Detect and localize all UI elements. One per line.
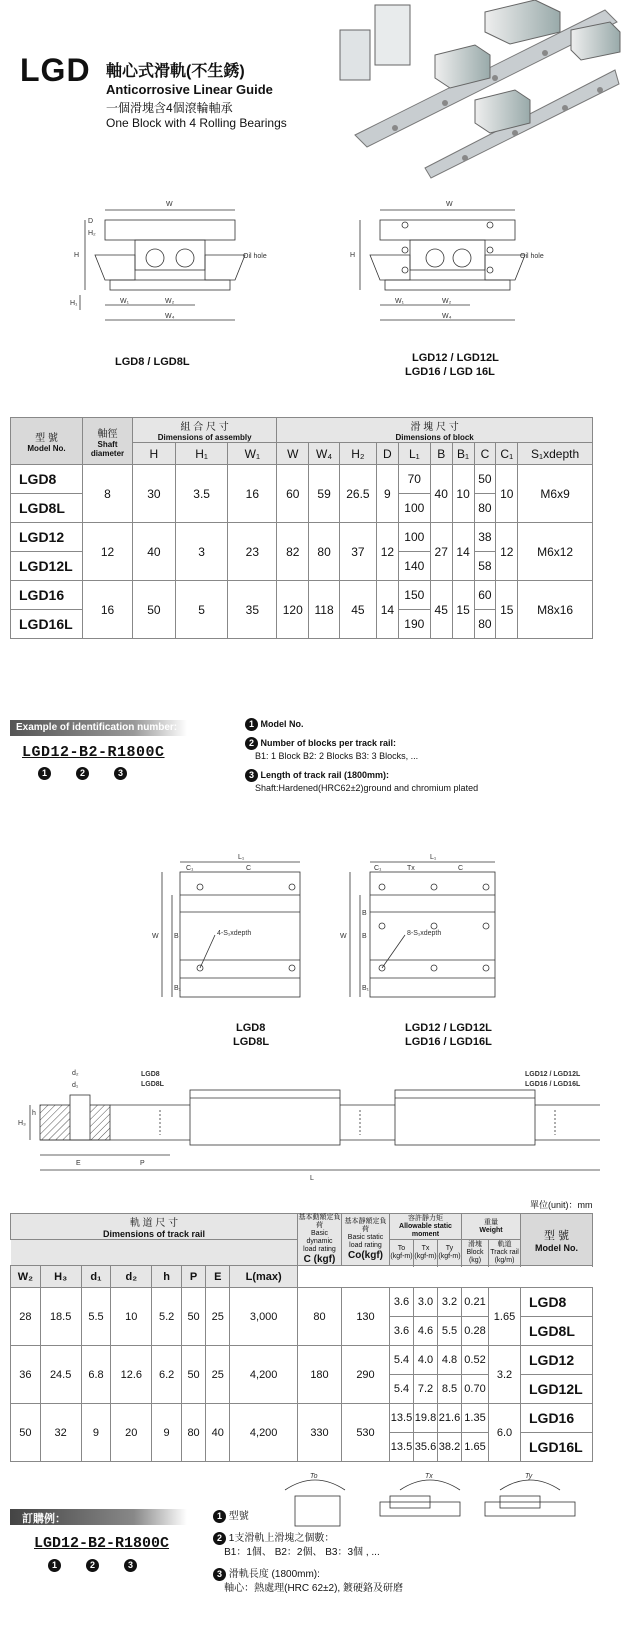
svg-text:W₁: W₁	[395, 298, 404, 305]
cell: 25	[206, 1346, 230, 1404]
table-row	[11, 523, 593, 552]
cell: 5.4	[390, 1346, 414, 1375]
cell: 9	[81, 1404, 111, 1462]
table-row	[11, 1404, 593, 1433]
cell: 20	[111, 1404, 152, 1462]
cell: 60	[474, 581, 496, 610]
svg-text:P: P	[140, 1160, 145, 1167]
cell: M6x9	[518, 465, 593, 523]
model-cell: LGD8	[11, 465, 83, 494]
hdr-moment: 容許靜力矩 Allowable static moment	[390, 1214, 462, 1240]
cell: 130	[342, 1288, 390, 1346]
hdr-To: To (kgf-m)	[390, 1240, 414, 1266]
cell: 12	[376, 523, 398, 581]
model-cell: LGD12L	[11, 552, 83, 581]
svg-text:L: L	[310, 1175, 314, 1182]
title-cn: 軸心式滑軌(不生銹)	[106, 63, 245, 80]
cell: 0.21	[462, 1288, 489, 1317]
cell: 3	[175, 523, 228, 581]
cell: 45	[339, 581, 376, 639]
svg-text:LGD8: LGD8	[141, 1071, 160, 1078]
rail-dimensions-table	[10, 1213, 593, 1462]
cell: 1.35	[462, 1404, 489, 1433]
svg-text:B: B	[362, 933, 367, 940]
svg-text:W₂: W₂	[165, 298, 175, 305]
cell: 8	[83, 465, 133, 523]
cell: 70	[398, 465, 430, 494]
cell: 9	[152, 1404, 182, 1462]
svg-text:LGD16 / LGD16L: LGD16 / LGD16L	[525, 1081, 581, 1088]
col-header: L₁	[398, 443, 430, 465]
top-view-drawings	[150, 854, 530, 1010]
hdr-static: 基本靜額定負荷 Basic static load rating Co(kgf)	[342, 1214, 390, 1266]
cell: 58	[474, 552, 496, 581]
svg-text:h: h	[32, 1110, 36, 1117]
svg-text:W: W	[166, 201, 173, 208]
cell: 13.5	[390, 1404, 414, 1433]
table-row	[11, 465, 593, 494]
cell: 6.8	[81, 1346, 111, 1404]
cell: 4,200	[230, 1346, 298, 1404]
hdr-block: 滑 塊 尺 寸 Dimensions of block	[277, 418, 593, 443]
hdr-shaft: 軸徑 Shaft diameter	[83, 418, 133, 465]
cell: 30	[133, 465, 176, 523]
example-numbers-cn: 1 2 3	[48, 1555, 162, 1573]
cell: 14	[452, 523, 474, 581]
example-notes-cn: 1 型號 2 1支滑軌上滑塊之個數： B1：1個、 B2：2個、 B3：3個 , ... 3 滑軌長度 (1800mm): 軸心：熱處理(HRC 62±2), 鍍硬鉻及研磨	[213, 1510, 403, 1604]
svg-text:W: W	[152, 933, 159, 940]
cell: M6x12	[518, 523, 593, 581]
front-right-caption-1: LGD12 / LGD12L	[412, 352, 499, 364]
cell: 4,200	[230, 1404, 298, 1462]
cell: 5.4	[390, 1375, 414, 1404]
cell: 19.8	[414, 1404, 438, 1433]
svg-text:B: B	[362, 910, 367, 917]
hdr-wblock: 滑塊 Block (kg)	[462, 1240, 489, 1266]
col-header: H₃	[40, 1266, 81, 1288]
cell: 45	[430, 581, 452, 639]
cell: 10	[496, 465, 518, 523]
svg-text:W: W	[446, 201, 453, 208]
cell: 5	[175, 581, 228, 639]
cell: 7.2	[414, 1375, 438, 1404]
svg-text:W₁: W₁	[120, 298, 129, 305]
cell: 0.70	[462, 1375, 489, 1404]
svg-text:d₁: d₁	[72, 1082, 79, 1089]
svg-text:B: B	[174, 933, 179, 940]
unit-label: 單位(unit)：mm	[530, 1200, 593, 1210]
model-cell: LGD16	[11, 581, 83, 610]
cell: 10	[452, 465, 474, 523]
top-right-caption-2: LGD16 / LGD16L	[405, 1036, 492, 1048]
front-view-drawings	[50, 195, 610, 335]
cell: 16	[83, 581, 133, 639]
cell: 180	[298, 1346, 342, 1404]
cell: 100	[398, 494, 430, 523]
cell: 38	[474, 523, 496, 552]
cell: 80	[298, 1288, 342, 1346]
cell: 12	[83, 523, 133, 581]
cell: 4.6	[414, 1317, 438, 1346]
hdr-assembly: 組 合 尺 寸 Dimensions of assembly	[133, 418, 277, 443]
cell: 3.2	[489, 1346, 521, 1404]
side-view-drawing	[10, 1065, 610, 1190]
cell: 36	[11, 1346, 41, 1404]
cell: 28	[11, 1288, 41, 1346]
svg-text:C₁: C₁	[374, 865, 382, 872]
model-cell: LGD12L	[521, 1375, 593, 1404]
example-code-cn: LGD12-B2-R1800C	[34, 1535, 170, 1552]
cell: 3.6	[390, 1317, 414, 1346]
hdr-Ty: Ty (kgf-m)	[438, 1240, 462, 1266]
model-cell: LGD16	[521, 1404, 593, 1433]
cell: 140	[398, 552, 430, 581]
model-cell: LGD12	[11, 523, 83, 552]
cell: 38.2	[438, 1433, 462, 1462]
col-header: P	[181, 1266, 205, 1288]
cell: 6.2	[152, 1346, 182, 1404]
cell: 18.5	[40, 1288, 81, 1346]
cell: 60	[277, 465, 309, 523]
cell: 3.0	[414, 1288, 438, 1317]
table-row	[11, 1346, 593, 1375]
cell: 35	[228, 581, 277, 639]
cell: 80	[181, 1404, 205, 1462]
cell: 6.0	[489, 1404, 521, 1462]
cell: 9	[376, 465, 398, 523]
svg-text:W: W	[340, 933, 347, 940]
svg-text:H: H	[74, 252, 80, 259]
cell: 40	[430, 465, 452, 523]
cell: 80	[474, 494, 496, 523]
col-header: W₂	[11, 1266, 41, 1288]
model-cell: LGD16L	[521, 1433, 593, 1462]
hdr-model: 型 號 Model No.	[11, 418, 83, 465]
col-header: h	[152, 1266, 182, 1288]
table-row	[11, 1288, 593, 1317]
cell: 23	[228, 523, 277, 581]
col-header: B	[430, 443, 452, 465]
col-header-row	[11, 1266, 593, 1288]
col-header: H₁	[175, 443, 228, 465]
cell: 190	[398, 610, 430, 639]
col-header: d₁	[81, 1266, 111, 1288]
product-photo	[335, 0, 620, 175]
svg-text:8-S₁xdepth: 8-S₁xdepth	[407, 930, 442, 937]
cell: 50	[133, 581, 176, 639]
cell: 3.5	[175, 465, 228, 523]
col-header: C	[474, 443, 496, 465]
example-code-en: LGD12-B2-R1800C	[22, 744, 165, 761]
svg-text:Oil hole: Oil hole	[520, 253, 544, 260]
front-right-caption-2: LGD16 / LGD 16L	[405, 366, 495, 378]
cell: 12.6	[111, 1346, 152, 1404]
cell: 5.5	[438, 1317, 462, 1346]
cell: 1.65	[489, 1288, 521, 1346]
hdr-Tx: Tx (kgf-m)	[414, 1240, 438, 1266]
top-left-caption-2: LGD8L	[233, 1036, 270, 1048]
top-left-caption-1: LGD8	[236, 1022, 266, 1034]
cell: 80	[474, 610, 496, 639]
cell: 40	[206, 1404, 230, 1462]
cell: 59	[309, 465, 340, 523]
hdr-rail: 軌 道 尺 寸 Dimensions of track rail	[11, 1214, 298, 1240]
cell: M8x16	[518, 581, 593, 639]
model-cell: LGD16L	[11, 610, 83, 639]
cell: 50	[181, 1288, 205, 1346]
cell: 15	[452, 581, 474, 639]
svg-text:Oil hole: Oil hole	[243, 253, 267, 260]
svg-text:B₁: B₁	[362, 985, 370, 992]
cell: 16	[228, 465, 277, 523]
hdr-model2: 型 號 Model No.	[521, 1214, 593, 1266]
model-cell: LGD8L	[11, 494, 83, 523]
col-header: D	[376, 443, 398, 465]
cell: 80	[309, 523, 340, 581]
cell: 5.5	[81, 1288, 111, 1346]
cell: 25	[206, 1288, 230, 1346]
cell: 150	[398, 581, 430, 610]
subtitle-cn: 一個滑塊含4個滾輪軸承	[106, 101, 233, 115]
cell: 15	[496, 581, 518, 639]
svg-text:L₁: L₁	[238, 854, 245, 861]
cell: 14	[376, 581, 398, 639]
col-header: E	[206, 1266, 230, 1288]
cell: 0.52	[462, 1346, 489, 1375]
subtitle-en: One Block with 4 Rolling Bearings	[106, 116, 287, 130]
cell: 10	[111, 1288, 152, 1346]
example-bar-en: Example of identification number:	[10, 720, 187, 736]
col-header: d₂	[111, 1266, 152, 1288]
cell: 4.0	[414, 1346, 438, 1375]
cell: 330	[298, 1404, 342, 1462]
cell: 530	[342, 1404, 390, 1462]
svg-text:H₃: H₃	[18, 1120, 26, 1127]
cell: 5.2	[152, 1288, 182, 1346]
svg-text:LGD8L: LGD8L	[141, 1081, 164, 1088]
cell: 21.6	[438, 1404, 462, 1433]
example-notes-en: 1 Model No. 2 Number of blocks per track rail: B1: 1 Block B2: 2 Blocks B3: 3 Blocks, ... 3 Length of track rail (1800mm): Shaft:Hardened(HRC62±2)ground and chromium plated	[245, 718, 478, 801]
svg-text:W₂: W₂	[442, 298, 452, 305]
col-header: H	[133, 443, 176, 465]
model-cell: LGD8L	[521, 1317, 593, 1346]
cell: 4.8	[438, 1346, 462, 1375]
col-header: S₁xdepth	[518, 443, 593, 465]
title-en: Anticorrosive Linear Guide	[106, 82, 273, 97]
cell: 27	[430, 523, 452, 581]
svg-text:D: D	[88, 218, 94, 225]
hdr-weight: 重量 Weight	[462, 1214, 521, 1240]
cell: 37	[339, 523, 376, 581]
block-dimensions-table	[10, 417, 593, 639]
top-right-caption-1: LGD12 / LGD12L	[405, 1022, 492, 1034]
cell: 24.5	[40, 1346, 81, 1404]
col-header: W₁	[228, 443, 277, 465]
cell: 12	[496, 523, 518, 581]
col-header: W₄	[309, 443, 340, 465]
svg-text:H₁: H₁	[70, 300, 78, 307]
svg-text:B₁: B₁	[174, 985, 182, 992]
example-numbers-en: 1 2 3	[38, 763, 152, 781]
cell: 50	[181, 1346, 205, 1404]
hdr-wrail: 軌道 Track rail (kg/m)	[490, 1240, 519, 1264]
svg-text:C: C	[458, 865, 464, 872]
cell: 3.6	[390, 1288, 414, 1317]
cell: 120	[277, 581, 309, 639]
model-cell: LGD8	[521, 1288, 593, 1317]
cell: 100	[398, 523, 430, 552]
svg-text:E: E	[76, 1160, 81, 1167]
svg-text:4-S₁xdepth: 4-S₁xdepth	[217, 930, 252, 937]
svg-text:C₁: C₁	[186, 865, 194, 872]
svg-text:Ty: Ty	[525, 1473, 533, 1480]
cell: 8.5	[438, 1375, 462, 1404]
cell: 118	[309, 581, 340, 639]
cell: 1.65	[462, 1433, 489, 1462]
cell: 40	[133, 523, 176, 581]
cell: 50	[474, 465, 496, 494]
svg-text:To: To	[310, 1473, 318, 1480]
cell: 3.2	[438, 1288, 462, 1317]
svg-text:H₂: H₂	[88, 230, 96, 237]
cell: 26.5	[339, 465, 376, 523]
svg-text:Tx: Tx	[425, 1473, 433, 1480]
col-header: L(max)	[230, 1266, 298, 1288]
example-bar-cn: 訂購例：	[10, 1509, 187, 1525]
cell: 0.28	[462, 1317, 489, 1346]
table-row	[11, 581, 593, 610]
cell: 82	[277, 523, 309, 581]
cell: 32	[40, 1404, 81, 1462]
col-header: H₂	[339, 443, 376, 465]
col-header: C₁	[496, 443, 518, 465]
hdr-dynamic: 基本動額定負荷 Basic dynamic load rating C (kgf)	[298, 1214, 341, 1265]
svg-text:Tx: Tx	[407, 865, 415, 872]
model-cell: LGD12	[521, 1346, 593, 1375]
svg-text:L₁: L₁	[430, 854, 437, 861]
cell: 50	[11, 1404, 41, 1462]
cell: 13.5	[390, 1433, 414, 1462]
front-left-caption: LGD8 / LGD8L	[115, 356, 190, 368]
svg-text:W₄: W₄	[165, 313, 175, 320]
col-header: B₁	[452, 443, 474, 465]
product-code: LGD	[20, 52, 91, 88]
svg-text:W₄: W₄	[442, 313, 452, 320]
svg-text:H: H	[350, 252, 356, 259]
cell: 35.6	[414, 1433, 438, 1462]
cell: 3,000	[230, 1288, 298, 1346]
svg-text:d₂: d₂	[72, 1070, 79, 1077]
svg-text:C: C	[246, 865, 252, 872]
col-header: W	[277, 443, 309, 465]
cell: 290	[342, 1346, 390, 1404]
svg-text:LGD12 / LGD12L: LGD12 / LGD12L	[525, 1071, 581, 1078]
